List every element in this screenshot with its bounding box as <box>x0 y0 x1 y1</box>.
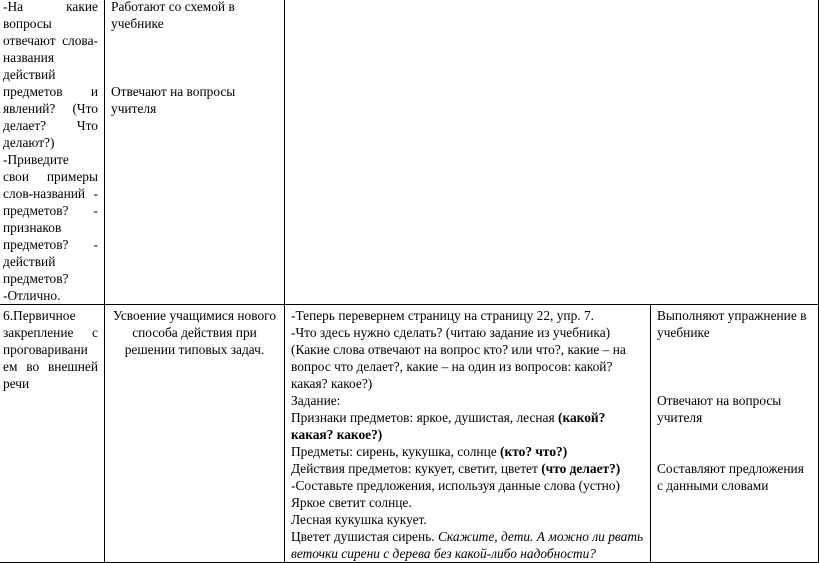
teacher-questions-cell <box>0 0 105 305</box>
teacher-line-text: Признаки предметов: яркое, душистая, лесная <box>291 410 559 425</box>
teacher-line: Яркое светит солнце. <box>291 495 412 510</box>
teacher-line: -Составьте предложения, используя данные слова (устно) <box>291 478 620 493</box>
stage-text: 6.Первичное закрепление с проговаривани ем во внешней речи <box>3 308 98 391</box>
teacher-line <box>291 443 644 460</box>
goal-text: Усвоение учащимися нового способа действия при решении типовых задач. <box>112 308 277 357</box>
teacher-line <box>291 409 644 443</box>
teacher-line: Задание: <box>291 393 341 408</box>
students-activity-cell <box>651 305 819 563</box>
teacher-line-bold: (кто? что?) <box>500 444 568 459</box>
spacer <box>111 32 278 83</box>
goal-cell <box>105 305 285 563</box>
table-row <box>0 305 819 563</box>
teacher-line-text: Предметы: сирень, кукушка, солнце <box>291 444 501 459</box>
empty-cell <box>285 0 651 305</box>
teacher-activity-cell <box>285 305 651 563</box>
teacher-line: -Что здесь нужно сделать? (читаю задание из учебника) <box>291 325 611 340</box>
teacher-line: (Какие слова отвечают на вопрос кто? или что?, какие – на вопрос что делает?, какие – на один из вопросов: какой? какая? какое?) <box>291 342 626 391</box>
teacher-line-text: Действия предметов: кукует, светит, цветет <box>291 461 542 476</box>
teacher-line: -Теперь перевернем страницу на страницу 22, упр. 7. <box>291 308 595 323</box>
students-activity-2: Отвечают на вопросы учителя <box>111 84 236 116</box>
teacher-line <box>291 460 644 477</box>
students-activity-1: Выполняют упражнение в учебнике <box>657 308 807 340</box>
teacher-line <box>291 528 644 562</box>
students-activity-cell <box>105 0 285 305</box>
teacher-line-bold: (какой? какая? какое?) <box>291 410 606 442</box>
students-activity-3: Составляют предложения с данными словами <box>657 461 804 493</box>
teacher-questions-text: -На какие вопросы отвечают слова-названия действий предметов и явлений? (Что делает? Что делают?) -Приведите свои примеры слов-названий - предметов? - признаков предметов? - действий предметов? -Отлично. <box>3 0 98 303</box>
stage-cell <box>0 305 105 563</box>
students-activity-2: Отвечают на вопросы учителя <box>657 393 782 425</box>
teacher-line-italic: Скажите, дети. А можно ли рвать веточки сирени с дерева без какой-либо надобности? <box>291 529 644 561</box>
spacer <box>657 426 812 460</box>
teacher-line: Лесная кукушка кукует. <box>291 512 427 527</box>
students-activity-1: Работают со схемой в учебнике <box>111 0 235 31</box>
teacher-line-text: Цветет душистая сирень. <box>291 529 438 544</box>
teacher-line-bold: (что делает?) <box>541 461 621 476</box>
empty-cell <box>651 0 819 305</box>
spacer <box>657 341 812 392</box>
